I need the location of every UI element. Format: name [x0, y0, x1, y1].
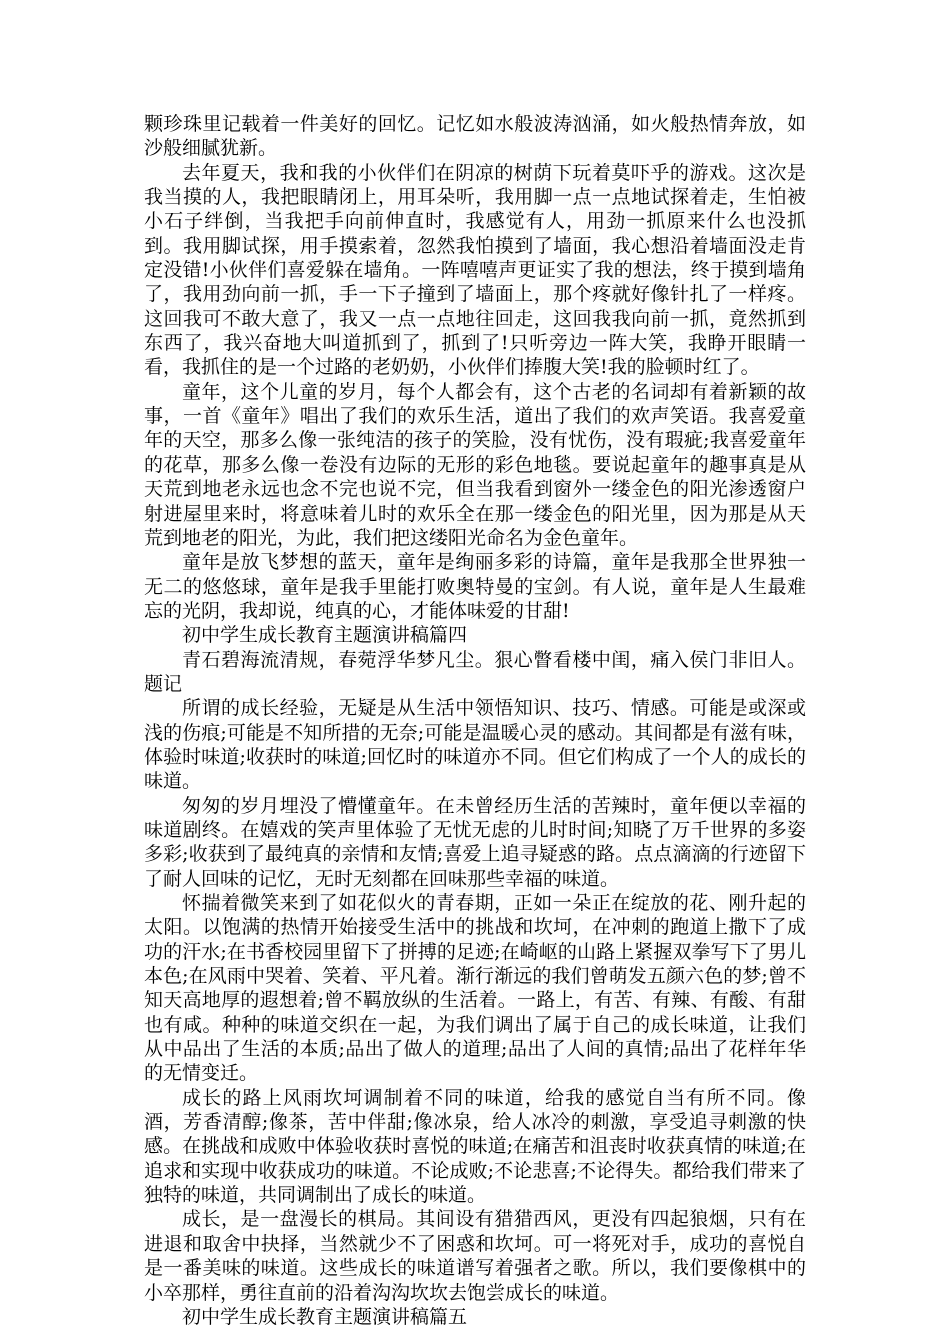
section-heading-4: 初中学生成长教育主题演讲稿篇四 — [182, 624, 468, 647]
paragraph-9: 成长，是一盘漫长的棋局。其间设有猎猎西风，更没有四起狼烟，只有在进退和取舍中抉择，当然就少不了困惑和坎坷。可一将死对手，成功的喜悦自是一番美味的味道。这些成长的味道谱写着强者之歌。所以，我们要像棋中的小卒那样，勇往直前的沿着沟沟坎坎去饱尝成长的味道。 — [144, 1208, 806, 1304]
epigraph: 青石碧海流清规，春菀浮华梦凡尘。狠心瞥看楼中闺，痛入侯门非旧人。题记 — [144, 648, 806, 695]
document-body — [144, 112, 806, 1329]
paragraph-1: 颗珍珠里记载着一件美好的回忆。记忆如水般波涛汹涌，如火般热情奔放，如沙般细腻犹新。 — [144, 113, 806, 160]
paragraph-3: 童年，这个儿童的岁月，每个人都会有，这个古老的名词却有着新颖的故事，一首《童年》唱出了我们的欢乐生活，道出了我们的欢声笑语。我喜爱童年的天空，那多么像一张纯洁的孩子的笑脸，没有忧伤，没有瑕疵;我喜爱童年的花草，那多么像一卷没有边际的无形的彩色地毯。要说起童年的趣事真是从天荒到地老永远也念不完也说不完，但当我看到窗外一缕金色的阳光渗透窗户射进屋里来时，将意味着儿时的欢乐全在那一缕金色的阳光里，因为那是从天荒到地老的阳光，为此，我们把这缕阳光命名为金色童年。 — [144, 380, 806, 549]
section-heading-5: 初中学生成长教育主题演讲稿篇五 — [182, 1305, 468, 1328]
paragraph-7: 怀揣着微笑来到了如花似火的青春期，正如一朵正在绽放的花、刚升起的太阳。以饱满的热情开始接受生活中的挑战和坎坷，在冲刺的跑道上撒下了成功的汗水;在书香校园里留下了拼搏的足迹;在崎岖的山路上紧握双拳写下了男儿本色;在风雨中哭着、笑着、平凡着。渐行渐远的我们曾萌发五颜六色的梦;曾不知天高地厚的遐想着;曾不羁放纵的生活着。一路上，有苦、有辣、有酸、有甜也有咸。种种的味道交织在一起，为我们调出了属于自己的成长味道，让我们从中品出了生活的本质;品出了做人的道理;品出了人间的真情;品出了花样年华的无情变迁。 — [144, 892, 806, 1085]
paragraph-4: 童年是放飞梦想的蓝天，童年是绚丽多彩的诗篇，童年是我那全世界独一无二的悠悠球，童年是我手里能打败奥特曼的宝剑。有人说，童年是人生最难忘的光阴，我却说，纯真的心，才能体味爱的甘甜! — [144, 551, 806, 622]
paragraph-8: 成长的路上风雨坎坷调制着不同的味道，给我的感觉自当有所不同。像酒，芳香清醇;像茶，苦中伴甜;像冰泉，给人冰冷的刺激，享受追寻刺激的快感。在挑战和成败中体验收获时喜悦的味道;在痛苦和沮丧时收获真情的味道;在追求和实现中收获成功的味道。不论成败;不论悲喜;不论得失。都给我们带来了独特的味道，共同调制出了成长的味道。 — [144, 1086, 806, 1207]
paragraph-5: 所谓的成长经验，无疑是从生活中领悟知识、技巧、情感。可能是或深或浅的伤痕;可能是不知所措的无奈;可能是温暖心灵的感动。其间都是有滋有味，体验时味道;收获时的味道;回忆时的味道亦不同。但它们构成了一个人的成长的味道。 — [144, 697, 806, 793]
paragraph-6: 匆匆的岁月埋没了懵懂童年。在未曾经历生活的苦辣时，童年便以幸福的味道剧终。在嬉戏的笑声里体验了无忧无虑的儿时时间;知晓了万千世界的多姿多彩;收获到了最纯真的亲情和友情;喜爱上追寻疑惑的路。点点滴滴的行迹留下了耐人回味的记忆，无时无刻都在回味那些幸福的味道。 — [144, 794, 806, 890]
paragraph-2: 去年夏天，我和我的小伙伴们在阴凉的树荫下玩着莫吓乎的游戏。这次是我当摸的人，我把眼睛闭上，用耳朵听，我用脚一点一点地试探着走，生怕被小石子绊倒，当我把手向前伸直时，我感觉有人，用劲一抓原来什么也没抓到。我用脚试探，用手摸索着，忽然我怕摸到了墙面，我心想沿着墙面没走肯定没错!小伙伴们喜爱躲在墙角。一阵嘻嘻声更证实了我的想法，终于摸到墙角了，我用劲向前一抓，手一下子撞到了墙面上，那个疼就好像针扎了一样疼。这回我可不敢大意了，我又一点一点地往回走，这回我我向前一抓，竟然抓到东西了，我兴奋地大叫道抓到了，抓到了!只听旁边一阵大笑，我睁开眼睛一看，我抓住的是一个过路的老奶奶，小伙伴们捧腹大笑!我的脸顿时红了。 — [144, 161, 806, 379]
